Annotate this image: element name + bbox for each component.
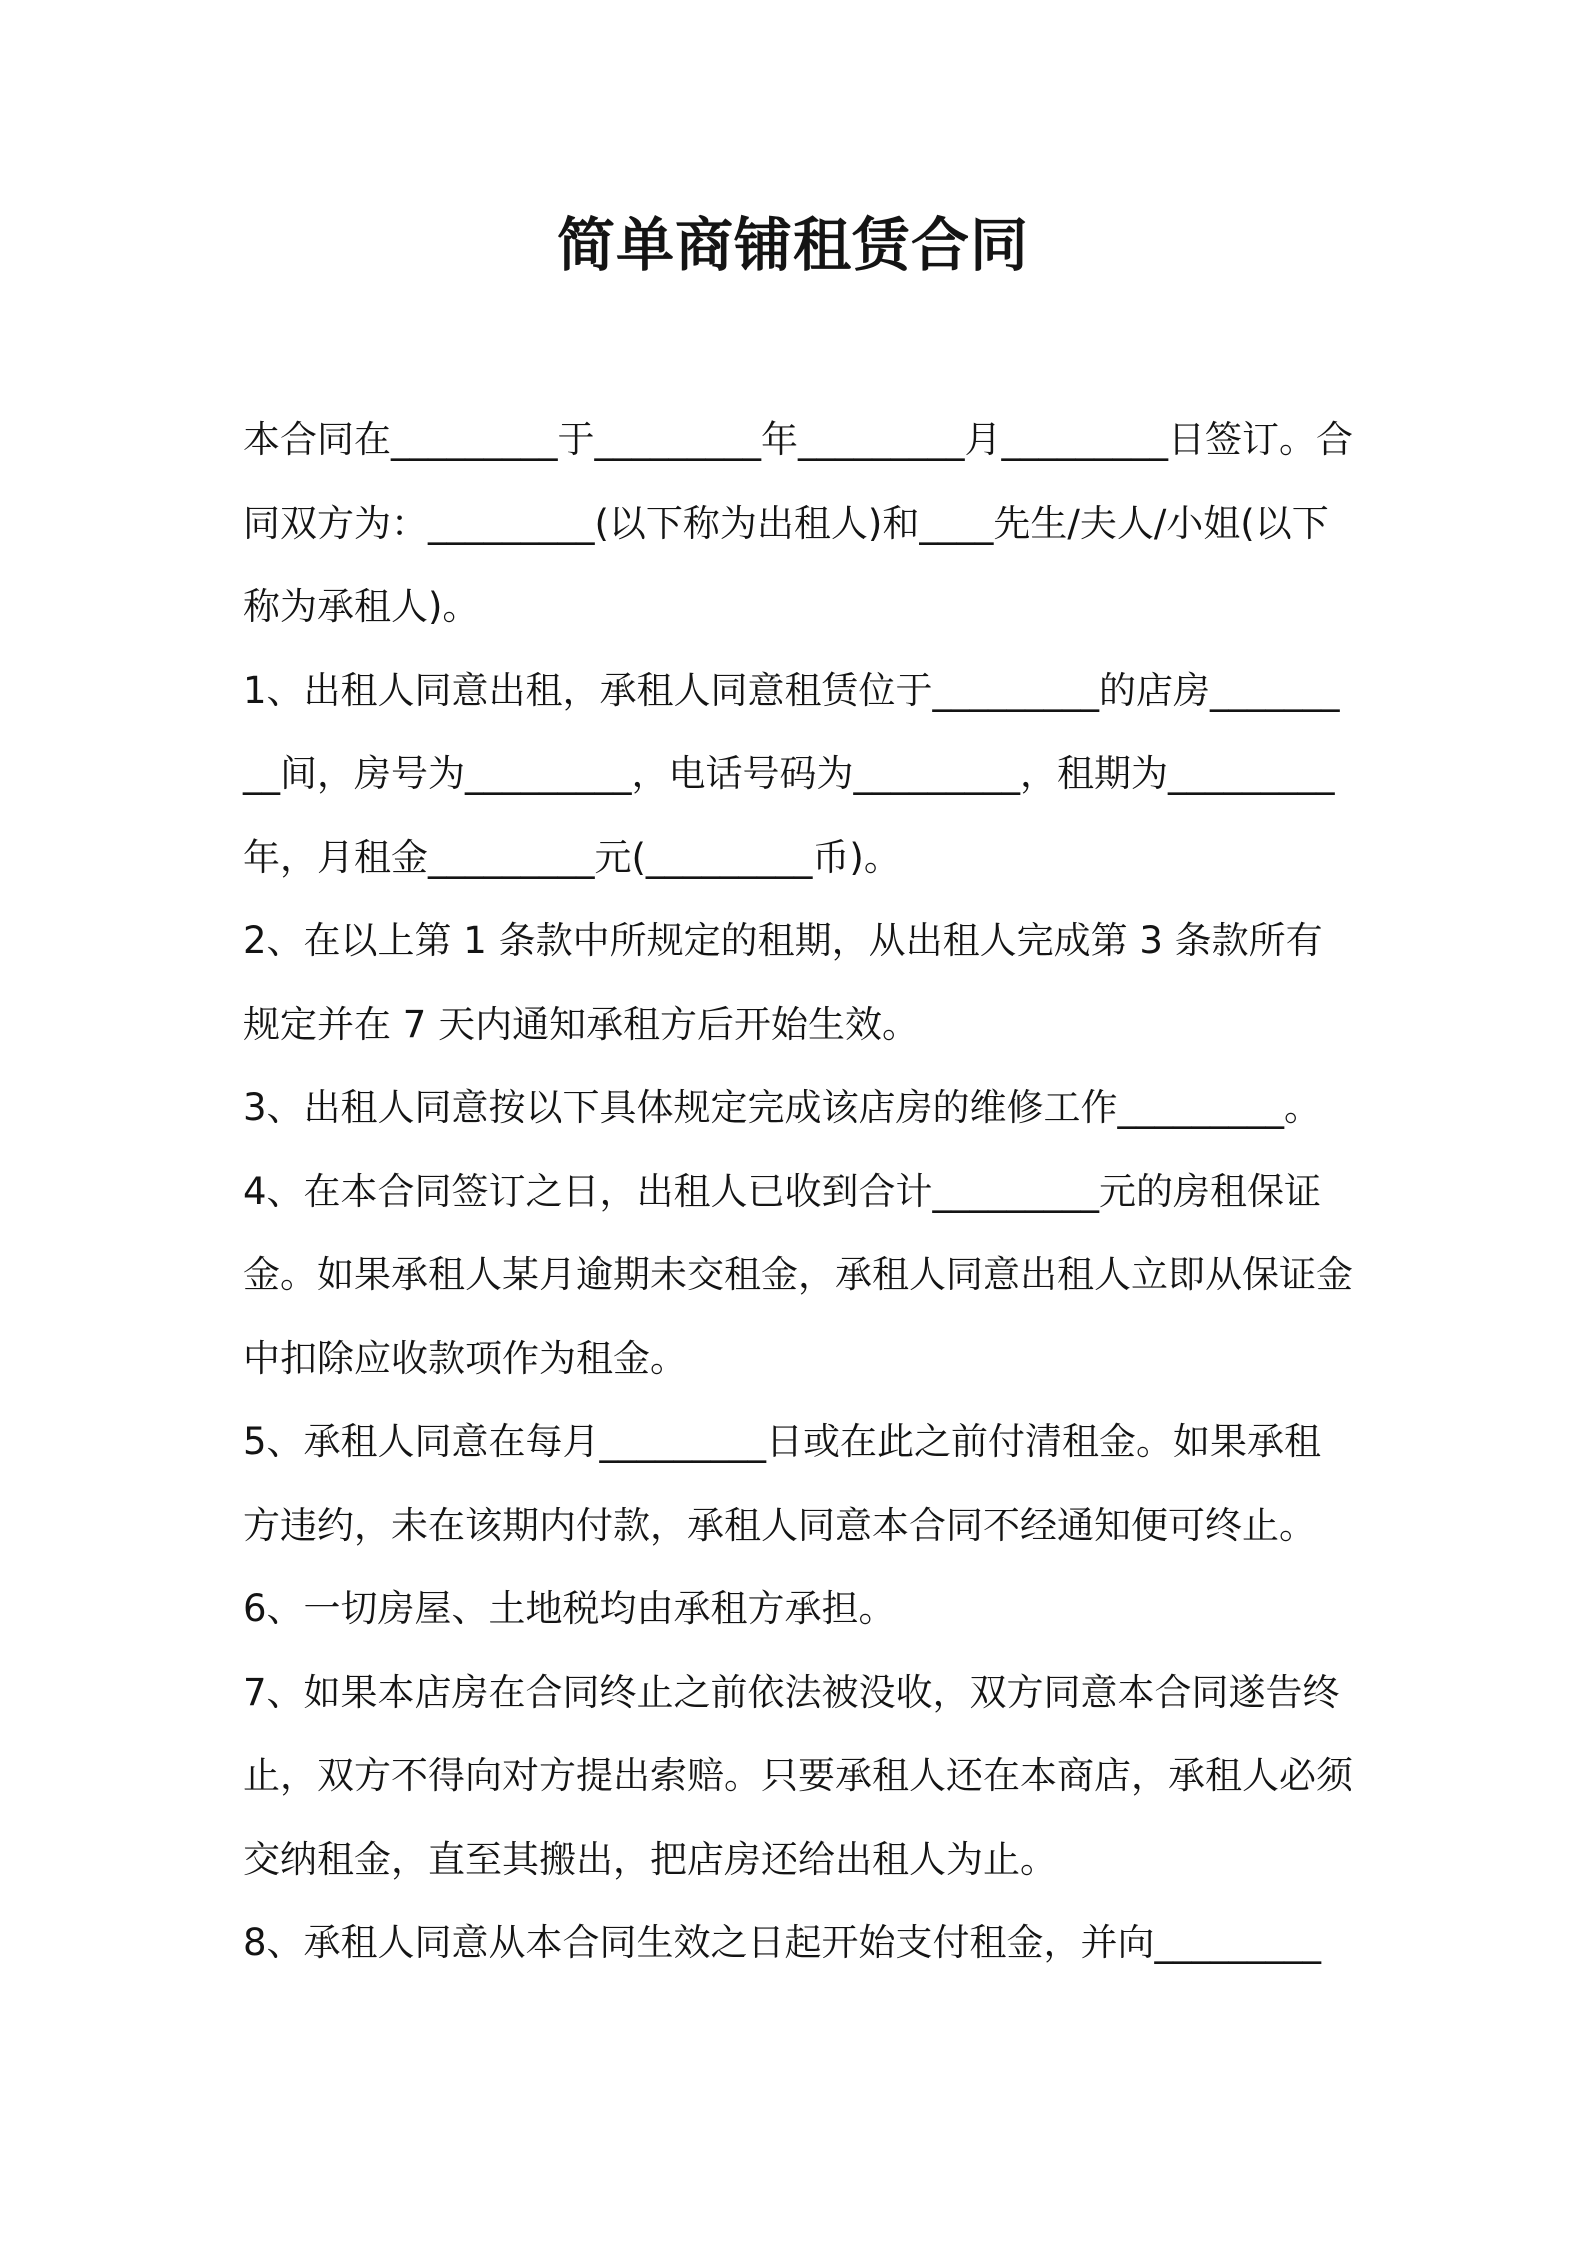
document-title: 简单商铺租赁合同 — [556, 211, 1029, 279]
clause-8: 8、承租人同意从本合同生效之日起开始支付租金，并向_________ — [243, 1921, 1322, 1964]
document-body — [243, 398, 1353, 1985]
clause-1: 1、出租人同意出租，承租人同意租赁位于_________的店房_________间，房号为_________，电话号码为_________，租期为_________年，月租金_________元(_________币)。 — [243, 668, 1340, 879]
paragraph-preamble: 本合同在_________于_________年_________月_________日签订。合同双方为：_________(以下称为出租人)和____先生/夫人/小姐(以下称为承租人)。 — [243, 418, 1353, 628]
clause-5: 5、承租人同意在每月_________日或在此之前付清租金。如果承租方违约，未在该期内付款，承租人同意本合同不经通知便可终止。 — [243, 1420, 1322, 1547]
clause-7: 7、如果本店房在合同终止之前依法被没收，双方同意本合同遂告终止，双方不得向对方提出索赔。只要承租人还在本商店，承租人必须交纳租金，直至其搬出，把店房还给出租人为止。 — [243, 1670, 1353, 1881]
clause-3: 3、出租人同意按以下具体规定完成该店房的维修工作_________。 — [243, 1086, 1322, 1129]
clause-6: 6、一切房屋、土地税均由承租方承担。 — [243, 1587, 896, 1630]
clause-4: 4、在本合同签订之日，出租人已收到合计_________元的房租保证金。如果承租人某月逾期未交租金，承租人同意出租人立即从保证金中扣除应收款项作为租金。 — [243, 1169, 1353, 1380]
clause-2: 2、在以上第 1 条款中所规定的租期，从出租人完成第 3 条款所有规定并在 7 天内通知承租方后开始生效。 — [243, 919, 1323, 1046]
